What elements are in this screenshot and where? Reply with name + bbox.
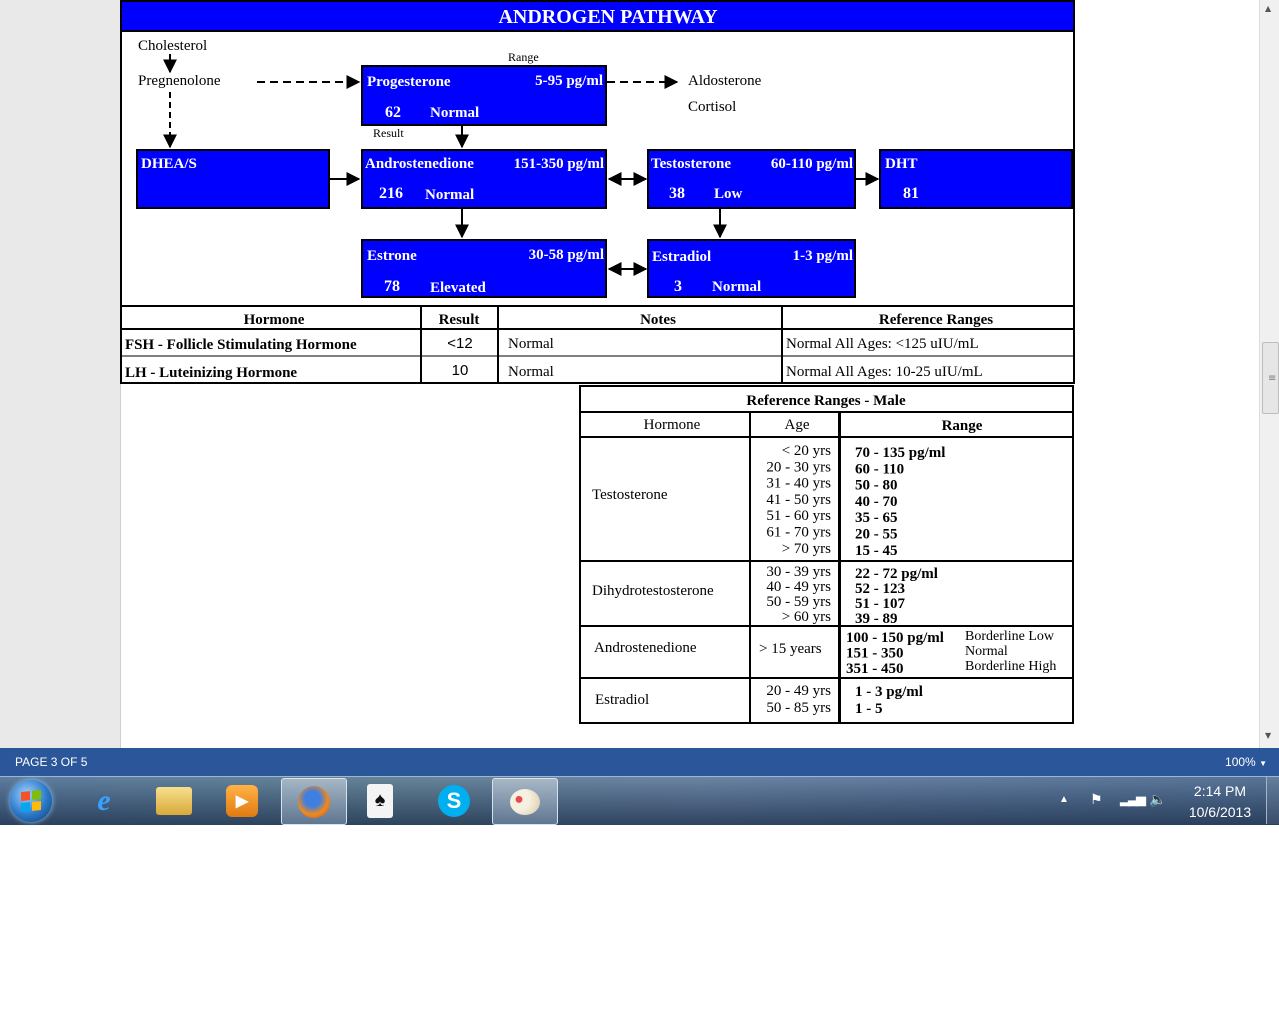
action-center-flag-icon[interactable]: ⚑ [1090,791,1103,807]
estradiol-range: 1-3 pg/ml [792,248,853,264]
col-header-reference: Reference Ranges [878,312,994,328]
ref-range-line: 35 - 65 [855,510,898,527]
ref-andro-notes [965,629,1056,674]
paint-palette-icon [510,789,540,815]
estradiol-name: Estradiol [652,249,712,265]
page-indicator[interactable]: PAGE 3 OF 5 [15,755,88,769]
ref-age-line: 20 - 49 yrs [766,683,831,699]
dheas-name: DHEA/S [141,156,197,172]
reference-ranges-table [580,386,1073,723]
right-margin [1141,0,1259,748]
testosterone-range: 60-110 pg/ml [770,156,853,172]
ref-age-line: > 60 yrs [781,609,831,625]
testosterone-name: Testosterone [651,156,731,172]
ref-note-line: Borderline High [965,659,1057,674]
table-row-notes: Normal [508,364,554,380]
estrone-name: Estrone [367,248,417,264]
ref-range-line: 22 - 72 pg/ml [855,566,938,582]
estrone-value: 78 [384,278,400,295]
ref-range-line: 50 - 80 [855,477,898,494]
table-row-result: <12 [447,335,473,352]
scroll-down-arrow-icon[interactable]: ▼ [1265,731,1272,740]
androstenedione-status: Normal [425,187,475,203]
ref-age-line: 31 - 40 yrs [766,475,831,492]
dheas-box [137,150,329,208]
grip-icon: ≡ [1268,373,1277,384]
internet-explorer-icon: e [97,783,111,817]
ref-testosterone-name: Testosterone [592,487,668,503]
ref-range-line: 40 - 70 [855,493,898,510]
table-row-notes: Normal [508,336,554,352]
folder-icon [156,787,192,815]
ref-note-line: Borderline Low [965,629,1055,644]
estrone-box [362,240,606,297]
cholesterol-label: Cholesterol [138,38,208,54]
firefox-icon [298,786,330,818]
androstenedione-value: 216 [379,185,403,202]
ref-estradiol-ages [766,683,831,716]
ref-range-line: 15 - 45 [855,542,898,559]
androstenedione-box [362,150,606,208]
taskbar [0,776,1279,825]
scroll-up-arrow-icon[interactable]: ▲ [1265,4,1272,13]
ref-range-line: 1 - 3 pg/ml [855,684,923,700]
ref-note-line: Normal [965,644,1008,659]
androstenedione-range: 151-350 pg/ml [513,156,604,172]
zoom-level: 100% [1225,755,1256,769]
estradiol-box [648,240,855,297]
ref-age-line: 51 - 60 yrs [766,508,831,525]
ref-testosterone-ages [766,443,831,557]
ref-range-line: 351 - 450 [846,661,904,677]
estrone-status: Elevated [430,280,486,296]
taskbar-firefox[interactable] [281,778,347,825]
progesterone-range: 5-95 pg/ml [535,73,603,89]
estradiol-status: Normal [712,279,762,295]
show-desktop-button[interactable] [1266,777,1279,824]
ref-age-line: 40 - 49 yrs [766,579,831,595]
taskbar-internet-explorer[interactable] [72,778,136,823]
dht-box [880,150,1072,208]
status-bar [0,748,1279,776]
ref-range-line: 20 - 55 [855,526,898,543]
ref-age-line: 50 - 59 yrs [766,594,831,610]
ref-range-line: 100 - 150 pg/ml [846,630,944,646]
start-button[interactable] [10,780,52,822]
ref-age-line: 50 - 85 yrs [766,700,831,716]
androstenedione-name: Androstenedione [365,156,474,172]
taskbar-paint[interactable] [492,778,558,825]
dht-value: 81 [903,185,919,202]
taskbar-file-explorer[interactable] [142,778,206,823]
skype-icon: S [438,785,470,817]
ref-andro-ranges [846,630,944,677]
pathway-title: ANDROGEN PATHWAY [498,6,718,28]
media-player-icon: ▶ [226,785,258,817]
table-row-hormone: LH - Luteinizing Hormone [125,365,298,381]
taskbar-clock[interactable] [1180,781,1260,823]
spade-card-icon: ♠ [367,784,393,818]
range-note: Range [508,50,539,64]
table-row-reference: Normal All Ages: 10-25 uIU/mL [786,364,983,380]
col-header-hormone: Hormone [243,312,305,328]
clock-time: 2:14 PM [1193,783,1247,799]
scrollbar-thumb[interactable] [1262,342,1279,414]
col-header-result: Result [438,312,480,328]
ref-estradiol-name: Estradiol [595,692,650,708]
table-row-hormone: FSH - Follicle Stimulating Hormone [125,337,357,353]
ref-range-line: 39 - 89 [855,611,898,627]
ref-range-line: 52 - 123 [855,581,905,597]
ref-dht-name: Dihydrotestosterone [592,583,714,599]
windows-logo-icon [21,790,41,812]
hormone-table [121,306,1074,383]
col-header-notes: Notes [640,312,676,328]
zoom-control[interactable] [1225,755,1267,769]
ref-age-line: 61 - 70 yrs [766,524,831,541]
progesterone-name: Progesterone [367,74,451,90]
taskbar-media-player[interactable] [210,778,274,823]
progesterone-status: Normal [430,105,480,121]
volume-icon[interactable]: 🔈 [1149,791,1167,807]
ref-header-range: Range [941,418,983,434]
ref-estradiol-ranges [855,684,923,717]
clock-date: 10/6/2013 [1188,804,1252,820]
ref-range-line: 1 - 5 [855,701,883,717]
ref-header-hormone: Hormone [643,417,701,433]
aldosterone-label: Aldosterone [688,73,762,89]
reference-table-title: Reference Ranges - Male [746,393,906,409]
cortisol-label: Cortisol [688,99,737,115]
ref-header-age: Age [784,417,810,433]
estradiol-value: 3 [674,278,682,295]
network-signal-icon[interactable]: ▂▃▅ [1120,791,1144,806]
ref-range-line: 151 - 350 [846,645,904,662]
ref-range-line: 60 - 110 [855,461,905,478]
ref-age-line: > 70 yrs [781,540,831,557]
dht-name: DHT [885,156,918,172]
show-hidden-icons-arrow-icon[interactable]: ▲ [1059,794,1069,805]
vertical-scrollbar[interactable] [1259,0,1279,748]
taskbar-skype[interactable] [422,778,486,823]
ref-dht-ages [766,564,831,625]
ref-age-line: 20 - 30 yrs [766,459,831,476]
testosterone-status: Low [714,186,743,202]
ref-age-line: 41 - 50 yrs [766,491,831,508]
ref-age-line: < 20 yrs [781,443,831,459]
estrone-range: 30-58 pg/ml [528,247,604,263]
taskbar-solitaire[interactable] [348,778,412,823]
pregnenolone-label: Pregnenolone [138,73,221,89]
ref-andro-name: Androstenedione [594,640,697,656]
table-row-result: 10 [451,362,469,379]
testosterone-value: 38 [669,185,685,202]
ref-range-line: 51 - 107 [855,596,905,612]
table-row-reference: Normal All Ages: <125 uIU/mL [786,336,979,352]
ref-age-line: 30 - 39 yrs [766,564,831,580]
progesterone-value: 62 [385,104,401,121]
testosterone-box [648,150,855,208]
ref-andro-age: > 15 years [759,641,822,657]
ref-range-line: 70 - 135 pg/ml [855,445,946,461]
progesterone-box [362,66,606,125]
zoom-dropdown-icon: ▼ [1259,759,1267,768]
ref-testosterone-ranges [855,445,945,559]
ref-dht-ranges [855,566,938,627]
result-note: Result [373,126,404,140]
